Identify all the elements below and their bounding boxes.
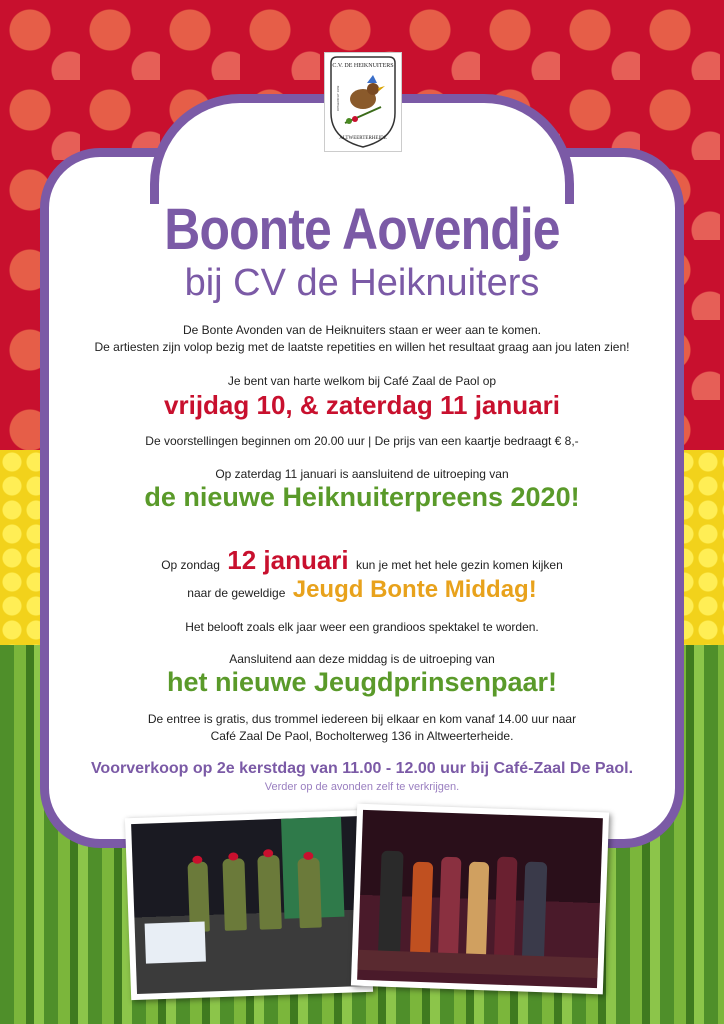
event-dates: vrijdag 10, & zaterdag 11 januari bbox=[164, 390, 560, 420]
sunday-line bbox=[60, 545, 664, 576]
youth-prefix: naar de geweldige bbox=[187, 586, 286, 600]
sunday-suffix: kun je met het hele gezin komen kijken bbox=[356, 558, 563, 572]
photo-youth-afternoon bbox=[351, 804, 609, 995]
intro-line-2: De artiesten zijn volop bezig met de laatste repetities en willen het resultaat graag aan jou laten zien! bbox=[94, 340, 630, 354]
afterwards-text: Aansluitend aan deze middag is de uitroeping van bbox=[229, 652, 495, 666]
logo-bottom-text: ALTWEERTERHEIDE bbox=[339, 136, 387, 141]
bird-emblem-icon bbox=[325, 53, 401, 151]
presale-sub: Verder op de avonden zelf te verkrijgen. bbox=[264, 781, 460, 793]
presale-info: Voorverkoop op 2e kerstdag van 11.00 - 12.00 uur bij Café-Zaal De Paol. bbox=[90, 760, 634, 777]
prince-announcement: het nieuwe Jeugdprinsenpaar! bbox=[166, 667, 558, 697]
entry-line-2: Café Zaal De Paol, Bocholterweg 136 in Altweerterheide. bbox=[210, 729, 514, 743]
saturday-info: Op zaterdag 11 januari is aansluitend de uitroeping van bbox=[215, 467, 509, 481]
promise-text: Het belooft zoals elk jaar weer een grandioos spektakel te worden. bbox=[185, 620, 539, 634]
club-logo bbox=[324, 52, 402, 152]
preens-announcement: de nieuwe Heiknuiterpreens 2020! bbox=[144, 482, 580, 512]
page-subtitle: bij CV de Heiknuiters bbox=[184, 262, 540, 304]
intro-line-1: De Bonte Avonden van de Heiknuiters staan er weer aan te komen. bbox=[182, 323, 541, 337]
entry-line-1: De entree is gratis, dus trommel iedereen bij elkaar en kom vanaf 14.00 uur naar bbox=[147, 712, 577, 726]
youth-line bbox=[60, 576, 664, 604]
welcome-text: Je bent van harte welkom bij Café Zaal de Paol op bbox=[227, 374, 497, 388]
start-info: De voorstellingen beginnen om 20.00 uur | De prijs van een kaartje bedraagt € 8,- bbox=[145, 434, 579, 448]
youth-event: Jeugd Bonte Middag! bbox=[292, 576, 537, 603]
photo-stage-evening bbox=[125, 810, 373, 1000]
sunday-date: 12 januari bbox=[227, 545, 349, 575]
page-title: Boonte Aovendje bbox=[164, 197, 560, 262]
sunday-prefix: Op zondag bbox=[161, 558, 220, 572]
logo-side-text: OPGERICHT 1969 bbox=[336, 85, 340, 111]
logo-top-text: C.V. DE HEIKNUITERS bbox=[332, 63, 394, 69]
